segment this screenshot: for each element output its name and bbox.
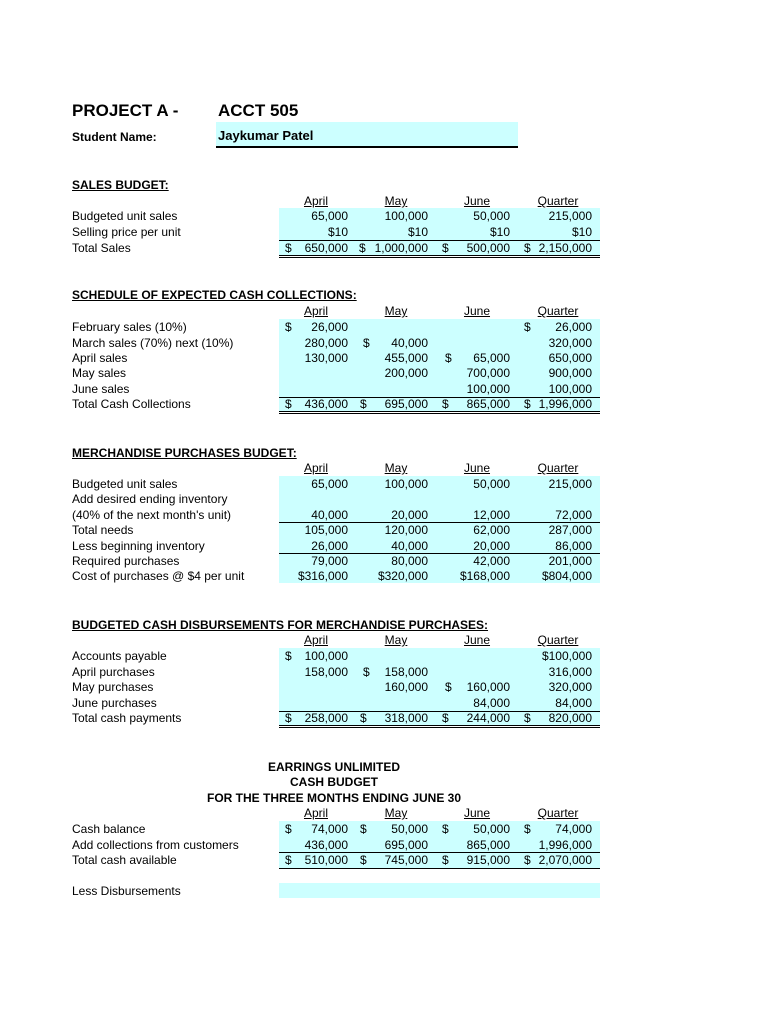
purchases-cell: 40,000 xyxy=(391,539,428,553)
purchases-cell: 79,000 xyxy=(311,554,348,568)
collections-cell: 320,000 xyxy=(548,336,592,350)
disbursements-header-quarter: Quarter xyxy=(537,633,579,647)
collections-row-label: May sales xyxy=(72,366,127,380)
purchases-cell: $320,000 xyxy=(377,569,428,583)
disbursements-cell: 100,000 xyxy=(304,649,348,663)
dollar-sign: $ xyxy=(360,853,367,867)
purchases-header-april: April xyxy=(303,461,328,475)
sales-header-april: April xyxy=(303,194,328,208)
purchases-header-june: June xyxy=(463,461,491,475)
purchases-cell: $316,000 xyxy=(297,569,348,583)
purchases-cell: 100,000 xyxy=(384,477,428,491)
cash-budget-row-label: Total cash available xyxy=(72,853,177,867)
collections-double-rule xyxy=(279,411,600,414)
disbursements-cell: 320,000 xyxy=(548,680,592,694)
disbursements-row-label: Total cash payments xyxy=(72,711,182,725)
purchases-cell: 40,000 xyxy=(311,508,348,522)
dollar-sign: $ xyxy=(442,397,449,411)
cash-budget-title: CASH BUDGET xyxy=(289,775,378,789)
dollar-sign: $ xyxy=(285,853,292,867)
sales-cell: 100,000 xyxy=(384,209,428,223)
dollar-sign: $ xyxy=(285,822,292,836)
collections-cell: 100,000 xyxy=(466,382,510,396)
purchases-row-label: (40% of the next month's unit) xyxy=(72,508,232,522)
collections-row-label: Total Cash Collections xyxy=(72,397,191,411)
purchases-row-label: Required purchases xyxy=(72,554,180,568)
disbursements-header-june: June xyxy=(463,633,491,647)
dollar-sign: $ xyxy=(359,241,366,255)
sales-header-quarter: Quarter xyxy=(537,194,579,208)
collections-row-label: March sales (70%) next (10%) xyxy=(72,336,234,350)
collections-cell: 695,000 xyxy=(384,397,428,411)
cash-budget-cell: 50,000 xyxy=(391,822,428,836)
sales-cell: $10 xyxy=(407,225,428,239)
collections-cell: 455,000 xyxy=(384,351,428,365)
cash-budget-cell: 1,996,000 xyxy=(538,838,592,852)
dollar-sign: $ xyxy=(363,336,370,350)
student-name-field[interactable] xyxy=(216,122,518,148)
collections-cell: 280,000 xyxy=(304,336,348,350)
purchases-cell: 26,000 xyxy=(311,539,348,553)
student-name-label: Student Name: xyxy=(72,130,157,144)
course-code: ACCT 505 xyxy=(218,101,299,120)
sales-cell: 50,000 xyxy=(473,209,510,223)
student-name-value: Jaykumar Patel xyxy=(218,128,314,143)
purchases-row-label: Budgeted unit sales xyxy=(72,477,178,491)
purchases-cell: 105,000 xyxy=(304,523,348,537)
disbursements-cell: 160,000 xyxy=(384,680,428,694)
dollar-sign: $ xyxy=(524,397,531,411)
collections-header-april: April xyxy=(303,304,328,318)
disbursements-cell: 820,000 xyxy=(548,711,592,725)
collections-cell: 26,000 xyxy=(311,320,348,334)
disbursements-cell: 244,000 xyxy=(466,711,510,725)
company-name: EARRINGS UNLIMITED xyxy=(268,760,400,774)
cash-budget-cell: 510,000 xyxy=(304,853,348,867)
cash-budget-row-label: Add collections from customers xyxy=(72,838,239,852)
collections-row-label: February sales (10%) xyxy=(72,320,187,334)
purchases-cell: 20,000 xyxy=(391,508,428,522)
sales-cell: 500,000 xyxy=(466,241,510,255)
dollar-sign: $ xyxy=(442,822,449,836)
collections-cell: 865,000 xyxy=(466,397,510,411)
collections-header-may: May xyxy=(384,304,408,318)
purchases-cell: 42,000 xyxy=(473,554,510,568)
cash-budget-rule xyxy=(279,868,600,869)
collections-cell: 650,000 xyxy=(548,351,592,365)
dollar-sign: $ xyxy=(442,241,449,255)
disbursements-row-label: May purchases xyxy=(72,680,154,694)
dollar-sign: $ xyxy=(363,665,370,679)
disbursements-row-label: April purchases xyxy=(72,665,155,679)
collections-row-label: June sales xyxy=(72,382,130,396)
collections-cell: 436,000 xyxy=(304,397,348,411)
cash-budget-cell: 2,070,000 xyxy=(538,853,592,867)
purchases-cell: 72,000 xyxy=(555,508,592,522)
dollar-sign: $ xyxy=(524,241,531,255)
purchases-cell: 120,000 xyxy=(384,523,428,537)
dollar-sign: $ xyxy=(524,853,531,867)
dollar-sign: $ xyxy=(360,397,367,411)
purchases-cell: 201,000 xyxy=(548,554,592,568)
sales-header-june: June xyxy=(463,194,491,208)
less-disbursements-fill xyxy=(279,883,600,898)
disbursements-double-rule xyxy=(279,725,600,728)
dollar-sign: $ xyxy=(442,853,449,867)
dollar-sign: $ xyxy=(524,711,531,725)
cash-budget-cell: 74,000 xyxy=(555,822,592,836)
sales-cell: 650,000 xyxy=(304,241,348,255)
disbursements-cell: 158,000 xyxy=(384,665,428,679)
purchases-cell: $168,000 xyxy=(459,569,510,583)
purchases-row-label: Less beginning inventory xyxy=(72,539,205,553)
cash-budget-header-june: June xyxy=(463,806,491,820)
sales-cell: $10 xyxy=(571,225,592,239)
disbursements-cell: 160,000 xyxy=(466,680,510,694)
collections-row-label: April sales xyxy=(72,351,128,365)
cash-budget-cell: 695,000 xyxy=(384,838,428,852)
dollar-sign: $ xyxy=(524,822,531,836)
disbursements-header-may: May xyxy=(384,633,408,647)
purchases-budget-title: MERCHANDISE PURCHASES BUDGET: xyxy=(72,446,297,460)
sales-cell: 215,000 xyxy=(548,209,592,223)
purchases-cell: 50,000 xyxy=(473,477,510,491)
dollar-sign: $ xyxy=(360,822,367,836)
cash-budget-cell: 915,000 xyxy=(466,853,510,867)
cash-budget-header-april: April xyxy=(303,806,328,820)
cash-budget-cell: 436,000 xyxy=(304,838,348,852)
collections-cell: 900,000 xyxy=(548,366,592,380)
sales-row-label: Budgeted unit sales xyxy=(72,209,178,223)
sales-cell: $10 xyxy=(489,225,510,239)
dollar-sign: $ xyxy=(285,649,292,663)
purchases-row-label: Total needs xyxy=(72,523,134,537)
collections-cell: 130,000 xyxy=(304,351,348,365)
disbursements-cell: 158,000 xyxy=(304,665,348,679)
cash-budget-period: FOR THE THREE MONTHS ENDING JUNE 30 xyxy=(206,791,462,805)
sales-cell: 65,000 xyxy=(311,209,348,223)
dollar-sign: $ xyxy=(285,320,292,334)
sales-cell: $10 xyxy=(327,225,348,239)
cash-budget-cell: 74,000 xyxy=(311,822,348,836)
dollar-sign: $ xyxy=(442,711,449,725)
disbursements-cell: 84,000 xyxy=(473,696,510,710)
disbursements-header-april: April xyxy=(303,633,328,647)
collections-cell: 200,000 xyxy=(384,366,428,380)
dollar-sign: $ xyxy=(445,680,452,694)
dollar-sign: $ xyxy=(445,351,452,365)
project-title: PROJECT A - xyxy=(72,101,179,120)
disbursements-cell: $100,000 xyxy=(541,649,592,663)
disbursements-cell: 84,000 xyxy=(555,696,592,710)
purchases-cell: 12,000 xyxy=(473,508,510,522)
disbursements-title: BUDGETED CASH DISBURSEMENTS FOR MERCHANDISE PURCHASES: xyxy=(72,618,489,632)
purchases-row-label: Cost of purchases @ $4 per unit xyxy=(72,569,245,583)
dollar-sign: $ xyxy=(524,320,531,334)
purchases-header-may: May xyxy=(384,461,408,475)
disbursements-row-label: June purchases xyxy=(72,696,157,710)
purchases-cell: $804,000 xyxy=(541,569,592,583)
dollar-sign: $ xyxy=(285,711,292,725)
sales-row-label: Selling price per unit xyxy=(72,225,181,239)
dollar-sign: $ xyxy=(360,711,367,725)
cash-budget-header-quarter: Quarter xyxy=(537,806,579,820)
cash-budget-cell: 865,000 xyxy=(466,838,510,852)
disbursements-cell: 318,000 xyxy=(384,711,428,725)
purchases-row-label: Add desired ending inventory xyxy=(72,492,228,506)
collections-cell: 1,996,000 xyxy=(538,397,592,411)
sales-header-may: May xyxy=(384,194,408,208)
sales-row-label: Total Sales xyxy=(72,241,131,255)
purchases-cell: 215,000 xyxy=(548,477,592,491)
sales-cell: 1,000,000 xyxy=(374,241,428,255)
sales-cell: 2,150,000 xyxy=(538,241,592,255)
purchases-cell: 86,000 xyxy=(555,539,592,553)
purchases-header-quarter: Quarter xyxy=(537,461,579,475)
collections-cell: 65,000 xyxy=(473,351,510,365)
collections-header-june: June xyxy=(463,304,491,318)
dollar-sign: $ xyxy=(285,397,292,411)
cash-budget-row-label: Cash balance xyxy=(72,822,146,836)
cash-budget-cell: 50,000 xyxy=(473,822,510,836)
dollar-sign: $ xyxy=(285,241,292,255)
cash-budget-cell: 745,000 xyxy=(384,853,428,867)
disbursements-cell: 258,000 xyxy=(304,711,348,725)
purchases-cell: 62,000 xyxy=(473,523,510,537)
cash-budget-header-may: May xyxy=(384,806,408,820)
sales-double-rule xyxy=(279,255,600,258)
purchases-cell: 20,000 xyxy=(473,539,510,553)
purchases-cell: 65,000 xyxy=(311,477,348,491)
purchases-cell: 287,000 xyxy=(548,523,592,537)
less-disbursements-label: Less Disbursements xyxy=(72,884,181,898)
sales-budget-title: SALES BUDGET: xyxy=(72,178,169,192)
collections-cell: 40,000 xyxy=(391,336,428,350)
collections-cell: 26,000 xyxy=(555,320,592,334)
collections-cell: 100,000 xyxy=(548,382,592,396)
disbursements-cell: 316,000 xyxy=(548,665,592,679)
disbursements-row-label: Accounts payable xyxy=(72,649,167,663)
collections-cell: 700,000 xyxy=(466,366,510,380)
collections-header-quarter: Quarter xyxy=(537,304,579,318)
cash-collections-title: SCHEDULE OF EXPECTED CASH COLLECTIONS: xyxy=(72,288,357,302)
purchases-cell: 80,000 xyxy=(391,554,428,568)
